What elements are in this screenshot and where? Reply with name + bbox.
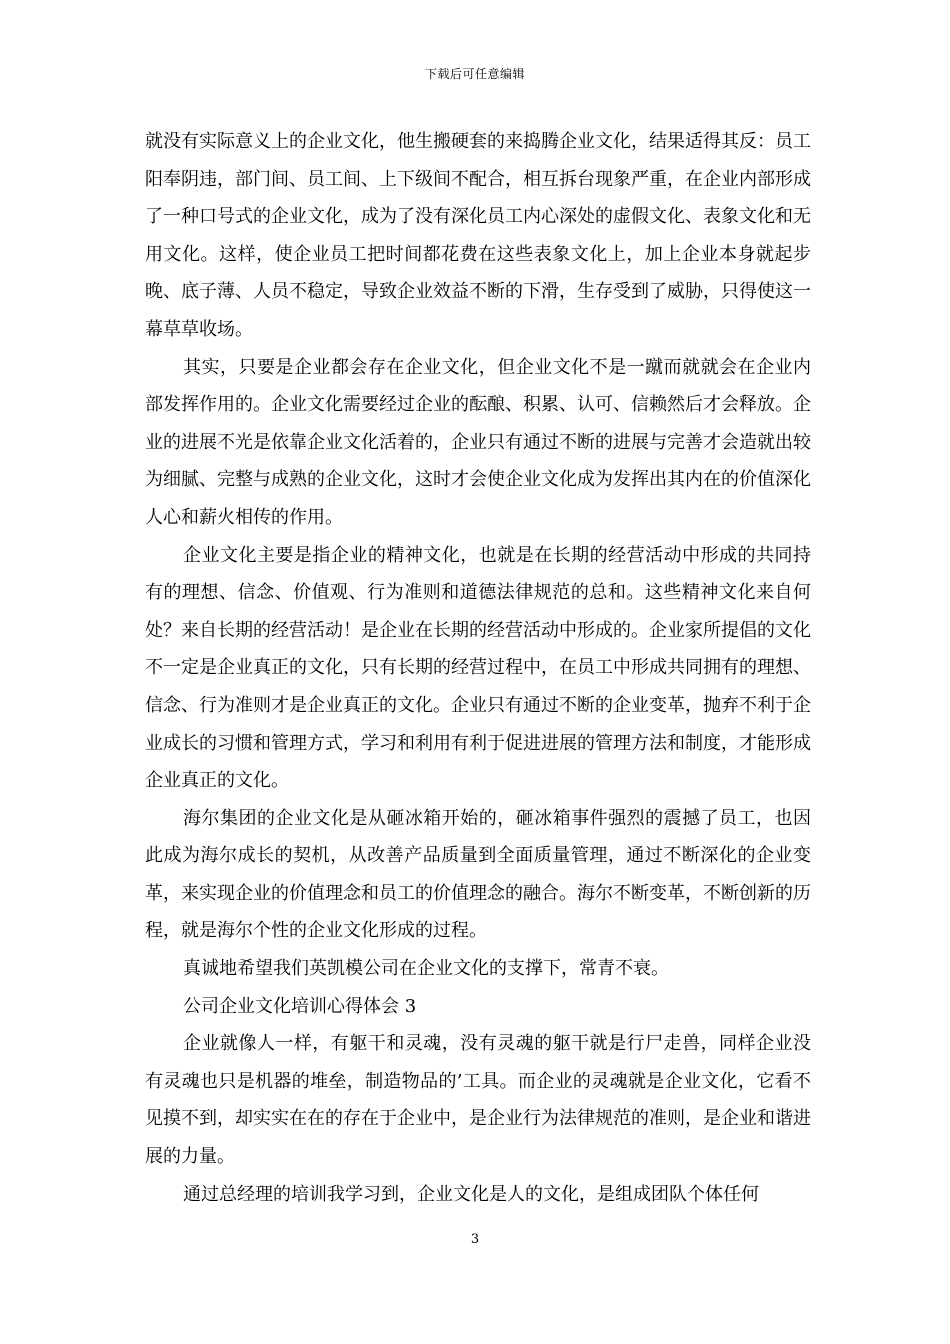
paragraph: 其实，只要是企业都会存在企业文化，但企业文化不是一蹴而就就会在企业内部发挥作用的。企业文化需要经过企业的酝酿、积累、认可、信赖然后才会释放。企业的进展不光是依靠企业文化活着的，企业只有通过不断的进展与完善才会造就出较为细腻、完整与成熟的企业文化，这时才会使企业文化成为发挥出其内在的价值深化人心和薪火相传的作用。 <box>145 356 811 528</box>
paragraph: 企业就像人一样，有躯干和灵魂，没有灵魂的躯干就是行尸走兽，同样企业没有灵魂也只是机器的堆垒，制造物品的’工具。而企业的灵魂就是企业文化，它看不见摸不到，却实实在在的存在于企业中，是企业行为法律规范的准则，是企业和谐进展的力量。 <box>145 1033 811 1168</box>
document-body <box>145 123 811 1213</box>
paragraph: 真诚地希望我们英凯模公司在企业文化的支撑下，常青不衰。 <box>183 958 669 980</box>
paragraph: 企业文化主要是指企业的精神文化，也就是在长期的经营活动中形成的共同持有的理想、信念、价值观、行为准则和道德法律规范的总和。这些精神文化来自何处？来自长期的经营活动！是企业在长期的经营活动中形成的。企业家所提倡的文化不一定是企业真正的文化，只有长期的经营过程中，在员工中形成共同拥有的理想、信念、行为准则才是企业真正的文化。企业只有通过不断的企业变革，抛弃不利于企业成长的习惯和管理方式，学习和利用有利于促进进展的管理方法和制度，才能形成企业真正的文化。 <box>145 544 811 792</box>
paragraph: 海尔集团的企业文化是从砸冰箱开始的，砸冰箱事件强烈的震撼了员工，也因此成为海尔成长的契机，从改善产品质量到全面质量管理，通过不断深化的企业变革，来实现企业的价值理念和员工的价值理念的融合。海尔不断变革，不断创新的历程，就是海尔个性的企业文化形成的过程。 <box>145 807 811 942</box>
paragraph: 通过总经理的培训我学习到，企业文化是人的文化，是组成团队个体任何 <box>183 1183 759 1205</box>
section-heading: 公司企业文化培训心得体会 3 <box>183 995 417 1017</box>
paragraph-continuation: 就没有实际意义上的企业文化，他生搬硬套的来捣腾企业文化，结果适得其反：员工阳奉阴违，部门间、员工间、上下级间不配合，相互拆台现象严重，在企业内部形成了一种口号式的企业文化，成为了没有深化员工内心深处的虚假文化、表象文化和无用文化。这样，使企业员工把时间都花费在这些表象文化上，加上企业本身就起步晚、底子薄、人员不稳定，导致企业效益不断的下滑，生存受到了威胁，只得使这一幕草草收场。 <box>145 131 811 340</box>
page-header: 下载后可任意编辑 <box>424 67 525 81</box>
page-number: 3 <box>470 1232 480 1247</box>
